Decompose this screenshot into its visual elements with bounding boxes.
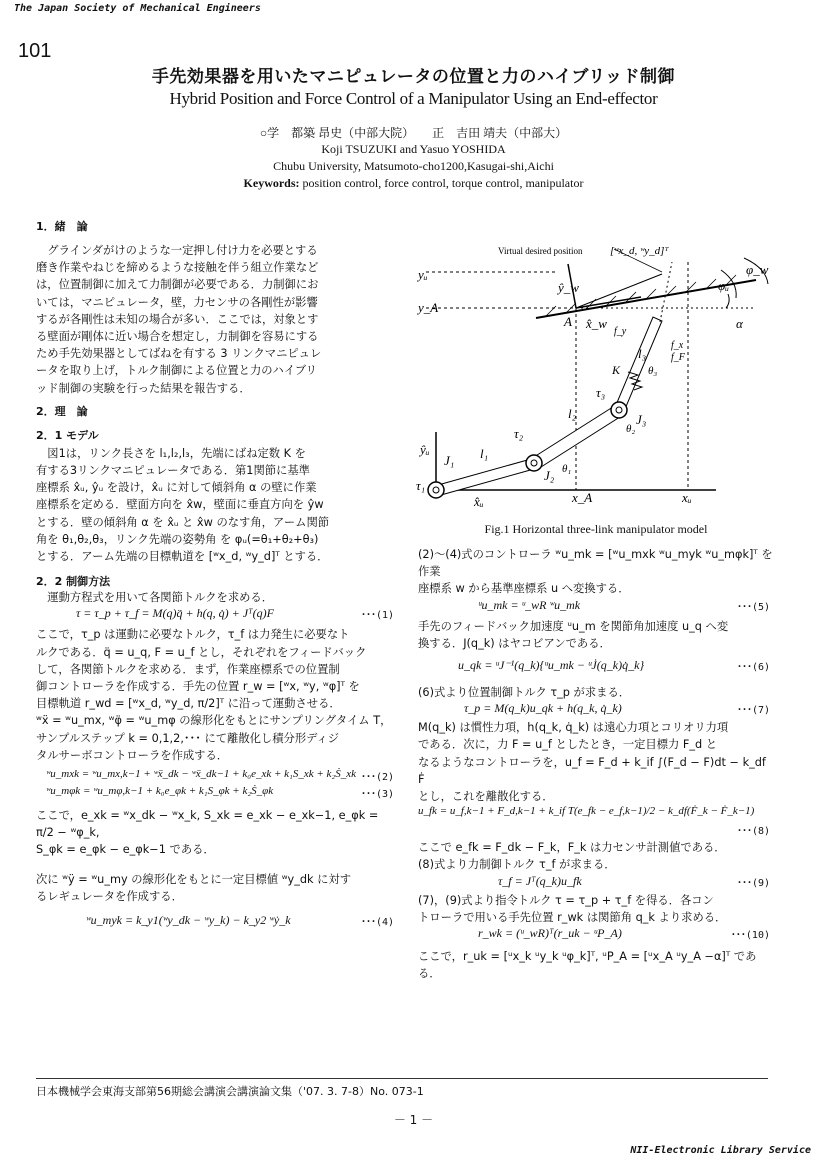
equation-2: ʷu_mxk = ʷu_mx,k−1 + ʷẍ_dk − ʷẍ_dk−1 + k₀e_xk + k₁S_xk + k₂Ṡ_xk — [46, 768, 356, 781]
text-line: ここで，e_xk = ʷx_dk − ʷx_k, S_xk = e_xk − e_xk−1, e_φk = π/2 − ʷφ_k, — [36, 809, 379, 840]
equation-1-number: ･･･(1) — [360, 610, 394, 622]
link-2 — [534, 405, 623, 467]
label-tau3: τ₃ — [596, 385, 606, 400]
label-j2: J₂ — [544, 468, 555, 483]
title-japanese: 手先効果器を用いたマニピュレータの位置と力のハイブリッド制御 — [151, 67, 676, 87]
label-phi-u: φᵤ — [718, 278, 730, 293]
intro-paragraph — [36, 242, 398, 397]
equation-3: ʷu_mφk = ʷu_mφ,k−1 + k₀e_φk + k₁S_φk + k₂Ṡ_φk — [46, 785, 274, 798]
label-alpha: α — [736, 316, 743, 331]
page-number: － 1 － — [393, 1113, 434, 1127]
equation-4-row — [36, 913, 398, 933]
acceleration-paragraph — [418, 618, 774, 652]
text-line: (7)，(9)式より指令トルク τ = τ_p + τ_f を得る．各コン — [418, 893, 714, 907]
text-line: 角を θ₁,θ₂,θ₃，リンク先端の姿勢角 を φᵤ(=θ₁+θ₂+θ₃) — [36, 532, 319, 546]
transform-paragraph — [418, 546, 774, 598]
equation-4-number: ･･･(4) — [360, 917, 394, 929]
label-xa: x_A — [572, 490, 593, 505]
text-line: 目標軌道 r_wd = [ʷx_d, ʷy_d, π/2]ᵀ に沿って運動させる． — [36, 697, 341, 711]
text-line: 図1は，リンク長さを l₁,l₂,l₃，先端にばね定数 K を — [36, 446, 306, 460]
label-j1: J₁ — [444, 453, 455, 468]
command-torque-paragraph — [418, 892, 774, 926]
title-english: Hybrid Position and Force Control of a Manipulator Using an End-effector — [169, 89, 658, 108]
text-line: ため手先効果器としてばねを有する 3 リンクマニピュレ — [36, 347, 322, 361]
label-tau1: τ₁ — [416, 478, 426, 493]
figure-1 — [416, 222, 786, 522]
text-line: ここで，r_uk = [ᵘx_k ᵘy_k ᵘφ_k]ᵀ, ᵘP_A = [ᵘx_A ᵘy_A −α]ᵀ である． — [418, 950, 757, 981]
equation-5-row — [418, 598, 774, 618]
text-line: ここで，τ_p は運動に必要なトルク，τ_f は力発生に必要なト — [36, 628, 350, 642]
text-line: である．次に，力 F = u_f としたとき，一定目標力 F_d と — [418, 738, 718, 752]
force-torque-paragraph — [418, 839, 774, 873]
text-line: ータを取り上げ，トルク制御による位置と力のハイブリ — [36, 364, 317, 378]
equation-5-number: ･･･(5) — [736, 601, 770, 613]
label-xu-hat: x̂ᵤ — [474, 494, 484, 509]
equation-10: r_wk = (ᵘ_wR)ᵀ(r_uk − ᵘP_A) — [478, 926, 622, 941]
equation-6-number: ･･･(6) — [736, 662, 770, 674]
nii-label: NII-Electronic Library Service — [630, 1145, 811, 1156]
label-fy: f_y — [614, 326, 627, 337]
text-line: とする．壁の傾斜角 α を x̂ᵤ と x̂w のなす角，アーム関節 — [36, 515, 330, 529]
equation-6: u_qk = ᵘJ⁻¹(q_k){ᵘu_mk − ᵘJ̇(q_k)q̇_k} — [458, 658, 645, 673]
label-phi-w: φ_w — [746, 262, 769, 277]
position-definition — [418, 948, 774, 982]
label-tau2: τ₂ — [514, 426, 524, 441]
section-1-heading: 1．緒 論 — [36, 220, 88, 233]
equation-8-number: ･･･(8) — [736, 826, 770, 838]
label-l1: l₁ — [480, 446, 489, 461]
text-line: サンプルステップ k = 0,1,2,･･･ にて離散化し積分形ディジ — [36, 731, 340, 745]
label-fx: f_x — [671, 340, 684, 351]
manipulator-diagram — [416, 222, 786, 522]
label-l2: l₂ — [568, 406, 577, 421]
equation-8-row — [418, 805, 774, 839]
text-line: とし，これを離散化する． — [418, 790, 554, 804]
text-line: ッド制御の実験を行った結果を報告する． — [36, 381, 251, 395]
keywords — [0, 176, 827, 191]
error-definitions — [36, 807, 398, 859]
equation-9-number: ･･･(9) — [736, 877, 770, 889]
label-k: K — [612, 363, 621, 377]
label-yu: yᵤ — [418, 267, 428, 282]
text-line: して，各関節トルクを求める．まず，作業座標系での位置制 — [36, 662, 340, 676]
authors-english: Koji TSUZUKI and Yasuo YOSHIDA — [321, 142, 506, 156]
text-line: するが各剛性は未知の場合が多い．ここでは，対象とす — [36, 312, 319, 326]
label-l3: l₃ — [638, 346, 647, 361]
alpha-arc — [726, 294, 729, 308]
text-line: 次に ʷÿ = ʷu_my の線形化をもとに一定目標値 ʷy_dk に対す — [36, 872, 352, 886]
label-ya: y_A — [418, 300, 439, 315]
footer-citation: 日本機械学会東海支部第56期総会講演会講演論文集（'07. 3. 7-8）No. 073-1 — [36, 1085, 424, 1098]
paper-number: 101 — [18, 40, 52, 62]
text-line: ここで e_fk = F_dk − F_k，F_k は力センサ計測値である． — [418, 841, 726, 855]
figure-caption: Fig.1 Horizontal three-link manipulator model — [484, 522, 708, 536]
text-line: 御コントローラを作成する．手先の位置 r_w = [ʷx, ʷy, ʷφ]ᵀ を — [36, 680, 360, 694]
equation-5: ᵘu_mk = ᵘ_wR ʷu_mk — [478, 597, 581, 612]
equation-9-row — [418, 874, 774, 892]
equation-1: τ = τ_p + τ_f = M(q)q̈ + h(q, q̇) + Jᵀ(q)F — [76, 606, 274, 621]
label-virtual-desired: Virtual desired position — [498, 246, 583, 256]
text-line: M(q_k) は慣性力項，h(q_k, q̇_k) は遠心力項とコリオリ力項 — [418, 721, 729, 735]
text-line: (8)式より力制御トルク τ_f が求まる． — [418, 858, 616, 872]
text-line: ʷẍ = ʷu_mx, ʷφ̈ = ʷu_mφ の線形化をもとにサンプリングタイム T， — [36, 714, 392, 728]
section-2-1-heading: 2．1 モデル — [36, 428, 99, 442]
label-theta2: θ₂ — [626, 423, 636, 435]
equation-2-number: ･･･(2) — [360, 772, 394, 784]
equation-3-row — [36, 785, 398, 807]
label-j3: J₃ — [636, 412, 647, 427]
text-line: グラインダがけのような一定押し付け力を必要とする — [36, 244, 318, 257]
label-xw-hat: x̂_w — [586, 316, 607, 331]
label-theta3: θ₃ — [648, 365, 658, 377]
label-yw-hat: ŷ_w — [558, 280, 579, 295]
text-line: 座標系を定める．壁面方向を x̂w，壁面に垂直方向を ŷw — [36, 498, 324, 512]
footer-rule — [36, 1078, 768, 1079]
equation-1-row — [36, 606, 398, 626]
section-2-heading: 2．理 論 — [36, 404, 88, 418]
section-2-2-heading: 2．2 制御方法 — [36, 575, 111, 589]
regulator-paragraph — [36, 871, 398, 905]
label-a: A — [564, 314, 572, 329]
text-line: 有する3リンクマニピュレータである．第1関節に基準 — [36, 464, 310, 478]
model-paragraph — [36, 445, 398, 565]
text-line: タルサーボコントローラを作成する． — [36, 748, 229, 762]
authors-japanese: ○学 都築 昂史（中部大院） 正 吉田 靖夫（中部大） — [259, 126, 568, 140]
keywords-label: Keywords: — [243, 176, 300, 190]
text-line: (2)～(4)式のコントローラ ʷu_mk = [ʷu_mxk ʷu_myk ʷu_mφk]ᵀ を作業 — [418, 548, 773, 579]
affiliation: Chubu University, Matsumoto-cho1200,Kasugai-shi,Aichi — [273, 159, 554, 173]
text-line: 手先のフィードバック加速度 ᵘu_m を関節角加速度 u_q へ変 — [418, 619, 729, 633]
left-column — [36, 218, 398, 933]
control-paragraph — [36, 626, 398, 764]
text-line: (6)式より位置制御トルク τ_p が求まる． — [418, 686, 631, 700]
text-line: る壁面が剛体に近い場合を想定し，力制御を容易にする — [36, 330, 319, 344]
control-intro: 運動方程式を用いて各関節トルクを求める． — [36, 591, 274, 605]
right-column — [418, 546, 774, 982]
equation-3-number: ･･･(3) — [360, 789, 394, 801]
equation-10-number: ･･･(10) — [730, 930, 770, 942]
text-line: 磨き作業やねじを締めるような接触を伴う組立作業など — [36, 261, 319, 275]
label-virtual-vector: [ʷx_d, ʷy_d]ᵀ — [610, 245, 669, 257]
text-line: は，位置制御に加えて力制御が必要である．力制御にお — [36, 278, 319, 292]
text-line: ルクである．q̈ = u_q, F = u_f とし，それぞれをフィードバック — [36, 645, 367, 659]
label-yu-hat: ŷᵤ — [420, 442, 430, 457]
equation-4: ʷu_myk = k_y1(ʷy_dk − ʷy_k) − k_y2 ʷẏ_k — [86, 913, 291, 928]
text-line: 座標系 x̂ᵤ, ŷᵤ を設け，x̂ᵤ に対して傾斜角 α の壁に作業 — [36, 481, 317, 495]
equation-8: u_fk = u_f,k−1 + F_d,k−1 + k_if T(e_fk − e_f,k−1)/2 − k_df(Ḟ_k − Ḟ_k−1) — [418, 805, 755, 818]
position-torque-paragraph — [418, 684, 774, 701]
equation-10-row — [418, 926, 774, 948]
text-line: トローラで用いる手先位置 r_wk は関節角 q_k より求める． — [418, 910, 727, 924]
text-line: S_φk = e_φk − e_φk−1 である． — [36, 843, 215, 857]
label-theta1: θ₁ — [562, 463, 572, 475]
label-ff: f_F — [671, 352, 685, 363]
force-controller-paragraph — [418, 719, 774, 805]
equation-6-row — [418, 658, 774, 684]
text-line: とする．アーム先端の目標軌道を [ʷx_d, ʷy_d]ᵀ とする． — [36, 550, 329, 564]
text-line: いては，マニピュレータ，壁，力センサの各剛性が影響 — [36, 295, 318, 309]
society-header: The Japan Society of Mechanical Engineers — [14, 3, 261, 14]
equation-7-number: ･･･(7) — [736, 705, 770, 717]
equation-9: τ_f = Jᵀ(q_k)u_fk — [498, 873, 582, 888]
text-line: 換する．J(q_k) はヤコビアンである． — [418, 636, 611, 650]
text-line: るレギュレータを作成する． — [36, 889, 183, 903]
equation-7: τ_p = M(q_k)u_qk + h(q_k, q̇_k) — [464, 701, 622, 716]
equation-7-row — [418, 701, 774, 719]
equation-2-row — [36, 768, 398, 785]
text-line: 座標系 w から基準座標系 u へ変換する． — [418, 582, 630, 596]
text-line: なるようなコントローラを，u_f = F_d + k_if ∫(F_d − F)dt − k_df Ḟ — [418, 755, 766, 786]
keywords-text: position control, force control, torque control, manipulator — [299, 176, 584, 190]
label-xu: xᵤ — [682, 490, 692, 505]
